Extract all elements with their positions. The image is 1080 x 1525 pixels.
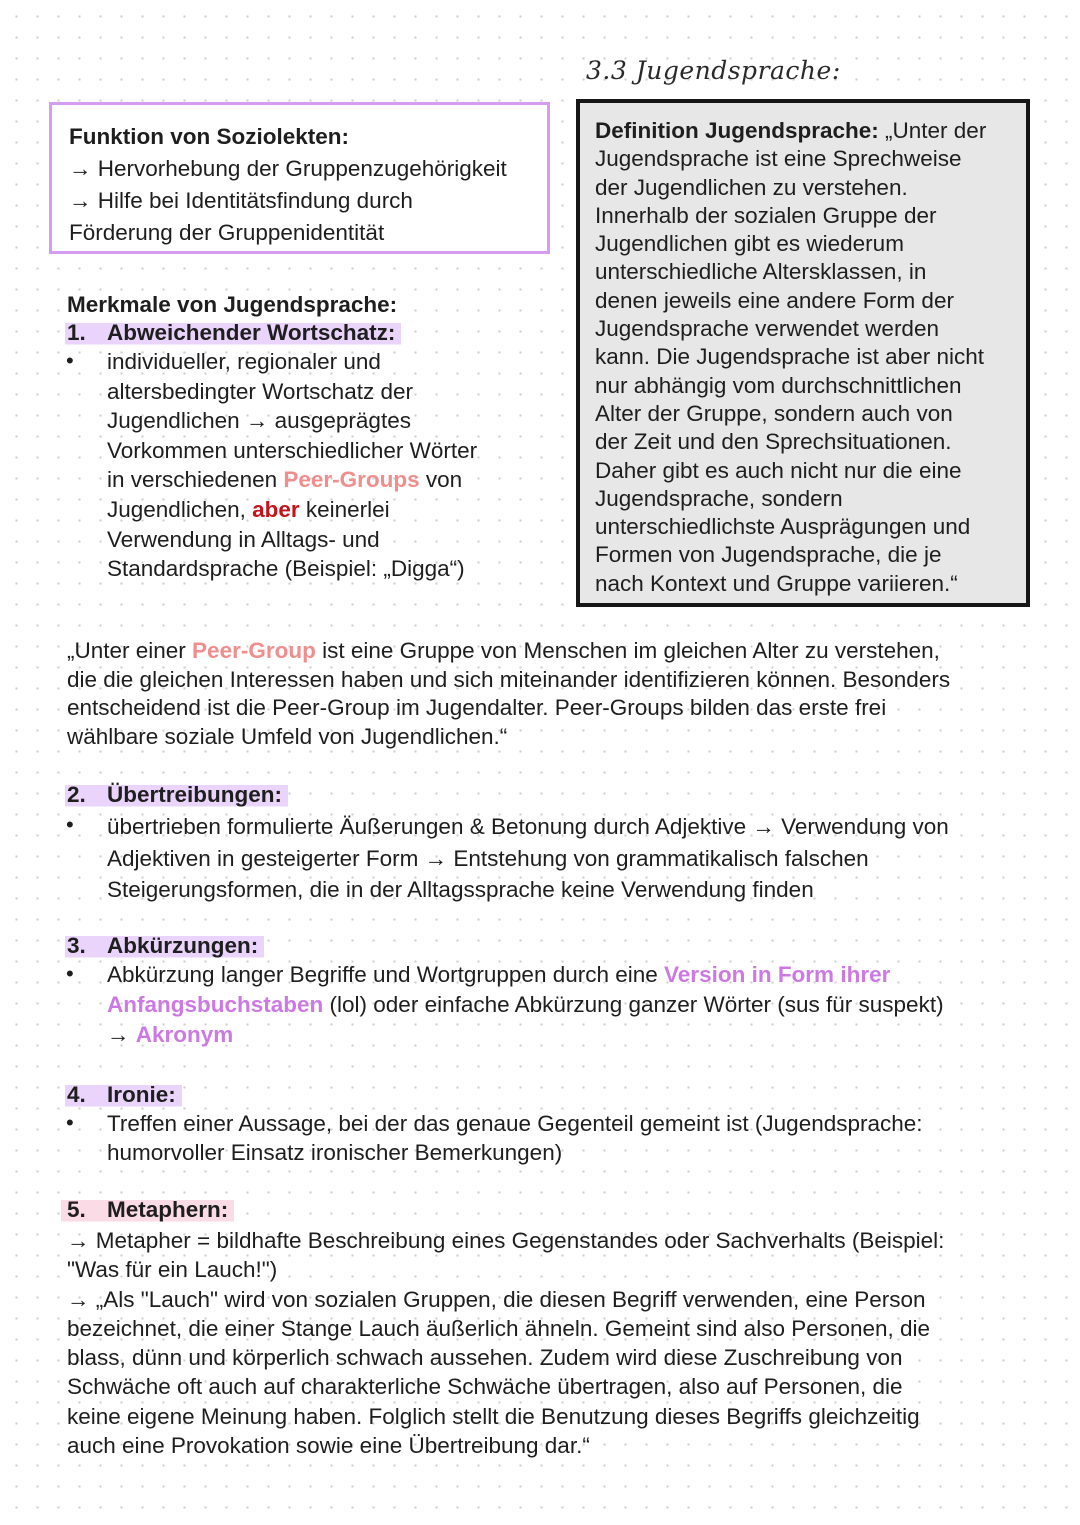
peer-group-term: Peer-Group [192,638,316,663]
akronym-term: Akronym [135,1022,234,1047]
item2-title: Übertreibungen: [107,782,283,807]
definition-line: Jugendlichen gibt es wiederum [595,231,904,257]
bullet-icon: • [66,1110,74,1135]
definition-line: Daher gibt es auch nicht nur die eine [595,457,962,483]
item5-body [67,1226,944,1460]
item3-title: Abkürzungen: [107,933,259,958]
item3-heading [67,931,264,960]
bullet-icon: • [66,961,74,986]
item1-heading [67,318,401,347]
quote-line: die die gleichen Interessen haben und sich miteinander identifizieren können. Besonders [67,666,951,692]
item5-line: auch eine Provokation sowie eine Übertreibung dar.“ [67,1433,590,1459]
definition-line: denen jeweils eine andere Form der [595,287,954,313]
item3-line [107,1020,944,1050]
item1-text: Jugendlichen, [107,496,253,522]
funktion-heading: Funktion von Soziolekten: [69,124,349,149]
funktion-box [49,102,550,254]
definition-text: „Unter der [878,118,987,143]
item1-line [107,465,477,495]
item1-title: Abweichender Wortschatz: [107,320,396,345]
item3-heading-highlight [65,931,264,960]
funktion-line: Förderung der Gruppenidentität [69,220,385,245]
item5-line: keine eigene Meinung haben. Folglich stellt die Benutzung dieses Begriffs gleichzeitig [67,1403,920,1429]
item5-line: "Was für ein Lauch!") [67,1257,278,1283]
item5-heading [63,1195,234,1224]
aber-term: aber [252,496,300,522]
item1-text: von [419,467,463,493]
item3-text: Abkürzung langer Begriffe und Wortgruppen durch eine [107,962,665,987]
definition-line: der Zeit und den Sprechsituationen. [595,429,952,455]
item2-body [107,811,949,906]
item4-number: 4. [67,1082,86,1107]
item2-heading [67,780,288,809]
item5-number: 5. [67,1197,86,1222]
item4-heading [67,1080,182,1109]
definition-box [576,99,1030,607]
item5-line: → Metapher = bildhafte Beschreibung eines Gegenstandes oder Sachverhalts (Beispiel: [67,1228,945,1253]
definition-line: unterschiedlichste Ausprägungen und [595,514,971,540]
quote-text: ist eine Gruppe von Menschen im gleichen Alter zu verstehen, [315,638,940,663]
item1-line: Jugendlichen → ausgeprägtes [107,408,411,434]
version-term: Version in Form ihrer [664,962,891,987]
item2-heading-highlight [65,780,288,809]
anfangsbuchstaben-term: Anfangsbuchstaben [107,992,324,1017]
item1-line: altersbedingter Wortschatz der [107,378,413,404]
item5-title: Metaphern: [107,1197,229,1222]
funktion-line: → Hilfe bei Identitätsfindung durch [69,188,413,213]
definition-first-line [595,117,1018,145]
definition-line: nach Kontext und Gruppe variieren.“ [595,570,958,596]
item4-heading-highlight [65,1080,182,1109]
item1-text: keinerlei [299,496,390,522]
item4-line: Treffen einer Aussage, bei der das genaue Gegenteil gemeint ist (Jugendsprache: [107,1111,923,1136]
merkmale-heading: Merkmale von Jugendsprache: [67,292,398,317]
quote-line: wählbare soziale Umfeld von Jugendlichen.“ [67,723,508,749]
funktion-line: → Hervorhebung der Gruppenzugehörigkeit [69,156,507,181]
item2-line: Steigerungsformen, die in der Alltagssprache keine Verwendung finden [107,877,814,902]
item3-line [107,960,944,990]
quote-line [67,637,950,666]
item1-line: Verwendung in Alltags- und [107,526,380,552]
item4-body [107,1109,923,1167]
definition-line: nur abhängig vom durchschnittlichen [595,372,962,398]
item5-line: Schwäche oft auch auf charakterliche Schwäche übertragen, also auf Personen, die [67,1374,903,1400]
definition-line: Jugendsprache verwendet werden [595,316,939,342]
item2-line: übertrieben formulierte Äußerungen & Betonung durch Adjektive → Verwendung von [107,814,949,839]
item3-line [107,990,944,1020]
item3-body [107,960,944,1050]
quote-line: entscheidend ist die Peer-Group im Jugendalter. Peer-Groups bilden das erste frei [67,695,887,720]
item5-heading-highlight [61,1195,234,1224]
item2-line: Adjektiven in gesteigerter Form → Entstehung von grammatikalisch falschen [107,845,869,871]
item1-line: Standardsprache (Beispiel: „Digga“) [107,556,465,582]
item1-text: in verschiedenen [107,467,284,493]
item1-line: Vorkommen unterschiedlicher Wörter [107,437,478,463]
item5-line: bezeichnet, die einer Stange Lauch äußerlich ähneln. Gemeint sind also Personen, die [67,1315,931,1341]
bullet-icon: • [66,348,74,373]
item3-text: (lol) oder einfache Abkürzung ganzer Wörter (sus für suspekt) [323,992,944,1017]
definition-line: Jugendsprache, sondern [595,485,843,511]
item3-number: 3. [67,933,86,958]
bullet-icon: • [66,812,74,837]
section-title: 3.3 Jugendsprache: [586,56,841,85]
definition-line: unterschiedliche Altersklassen, in [595,259,927,285]
item1-heading-highlight [65,318,401,347]
definition-label: Definition Jugendsprache: [595,118,879,143]
definition-line: der Jugendlichen zu verstehen. [595,174,908,200]
item5-line: blass, dünn und körperlich schwach aussehen. Zudem wird diese Zuschreibung von [67,1345,903,1371]
item1-line [107,495,477,525]
definition-line: Jugendsprache ist eine Sprechweise [595,146,962,172]
definition-line: Alter der Gruppe, sondern auch von [595,400,953,426]
item2-number: 2. [67,782,86,807]
definition-line: Innerhalb der sozialen Gruppe der [595,202,937,228]
definition-line: Formen von Jugendsprache, die je [595,542,942,568]
item5-line: → „Als "Lauch" wird von sozialen Gruppen, die diesen Begriff verwenden, eine Person [67,1286,926,1312]
item4-line: humorvoller Einsatz ironischer Bemerkungen) [107,1140,563,1165]
item1-body [107,347,477,584]
definition-line: kann. Die Jugendsprache ist aber nicht [595,344,984,370]
item1-number: 1. [67,320,86,345]
peer-group-quote [67,637,950,751]
quote-text: „Unter einer [67,638,193,663]
item4-title: Ironie: [107,1082,176,1107]
item1-line: individueller, regionaler und [107,349,381,374]
peer-groups-term: Peer-Groups [283,467,420,493]
arrow-text: → [107,1022,136,1047]
